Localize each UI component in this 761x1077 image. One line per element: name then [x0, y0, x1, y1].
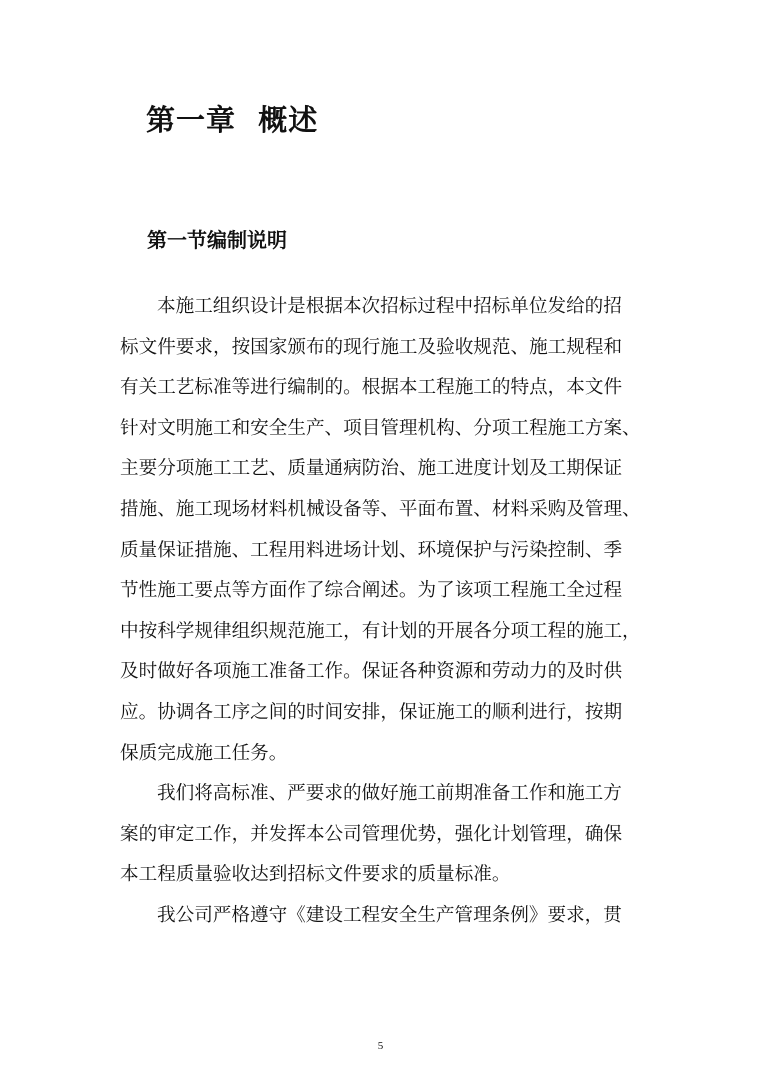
paragraph-line: 本施工组织设计是根据本次招标过程中招标单位发给的招	[157, 296, 622, 317]
paragraph-line: 中按科学规律组织规范施工，有计划的开展各分项工程的施工，	[120, 620, 641, 642]
page-number: 5	[377, 1040, 384, 1052]
paragraph-line: 保质完成施工任务。	[120, 742, 288, 764]
paragraph-line: 针对文明施工和安全生产、项目管理机构、分项工程施工方案、	[120, 417, 641, 439]
paragraph-line: 我们将高标准、严要求的做好施工前期准备工作和施工方	[157, 783, 622, 805]
paragraph-line: 本工程质量验收达到招标文件要求的质量标准。	[120, 864, 511, 886]
section-title: 第一节编制说明	[147, 228, 287, 252]
paragraph-line: 案的审定工作，并发挥本公司管理优势，强化计划管理，确保	[120, 823, 623, 845]
paragraph-line: 应。协调各工序之间的时间安排，保证施工的顺利进行，按期	[120, 701, 623, 723]
paragraph-line: 我公司严格遵守《建设工程安全生产管理条例》要求，贯	[157, 904, 622, 926]
paragraph-line: 节性施工要点等方面作了综合阐述。为了该项工程施工全过程	[120, 580, 623, 602]
paragraph-line: 有关工艺标准等进行编制的。根据本工程施工的特点，本文件	[120, 377, 623, 399]
paragraph-line: 及时做好各项施工准备工作。保证各种资源和劳动力的及时供	[120, 661, 623, 683]
body-text	[120, 293, 660, 943]
paragraph-line: 措施、施工现场材料机械设备等、平面布置、材料采购及管理、	[120, 498, 641, 520]
chapter-title: 第一章 概述	[146, 103, 319, 137]
paragraph-line: 标文件要求，按国家颁布的现行施工及验收规范、施工规程和	[120, 336, 623, 358]
paragraph-line: 主要分项施工工艺、质量通病防治、施工进度计划及工期保证	[120, 458, 623, 480]
paragraph-line: 质量保证措施、工程用料进场计划、环境保护与污染控制、季	[120, 539, 623, 561]
